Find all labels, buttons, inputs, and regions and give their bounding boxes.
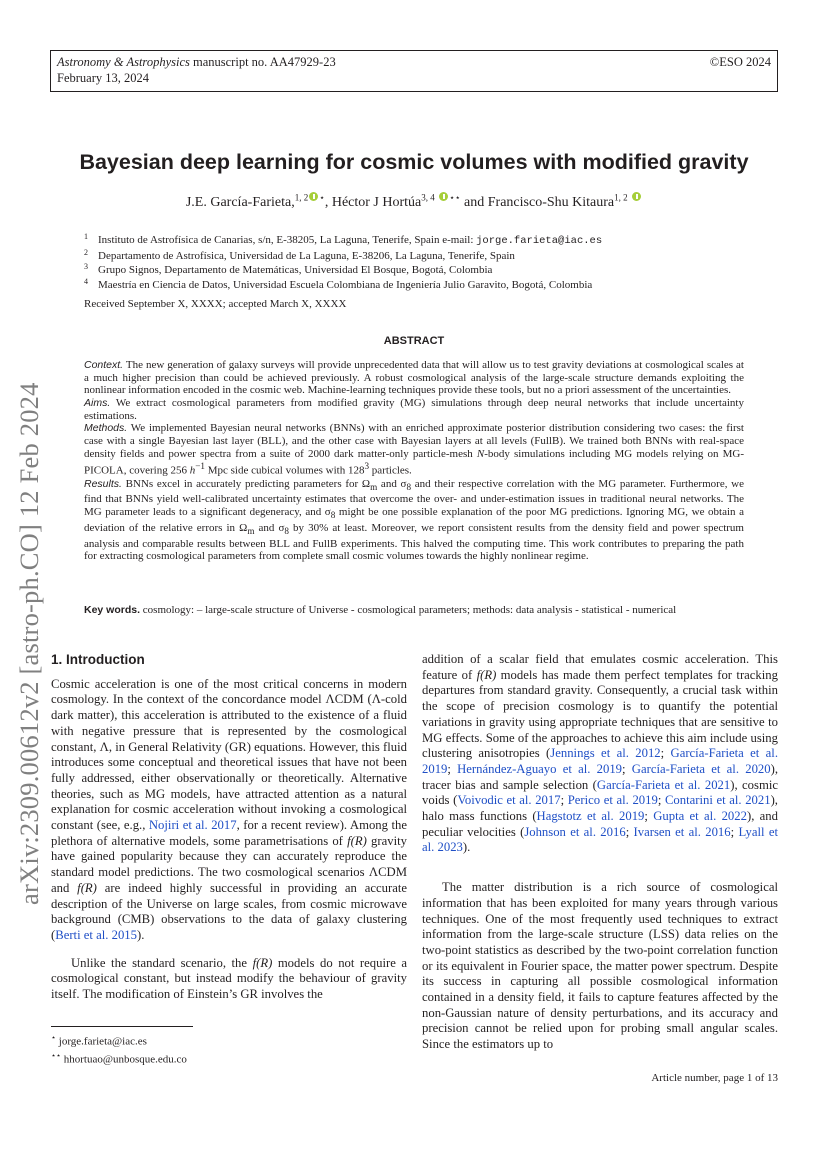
left-column <box>51 652 407 1003</box>
paragraph: addition of a scalar field that emulates cosmic acceleration. This feature of f(R) models has made them perfect templates for tracking departures from standard gravity. Consequently, a crucial task within the scope of precision cosmology is to quantify the potential variations in gravity using appropriate techniques that are sensitive to MG effects. Some of the approaches to achieve this aim include using clustering anisotropies (Jennings et al. 2012; García-Farieta et al. 2019; Hernández-Aguayo et al. 2019; García-Farieta et al. 2020), tracer bias and sample selection (García-Farieta et al. 2021), cosmic voids (Voivodic et al. 2017; Perico et al. 2019; Contarini et al. 2021), halo mass functions (Hagstotz et al. 2019; Gupta et al. 2022), and peculiar velocities (Johnson et al. 2016; Ivarsen et al. 2016; Lyall et al. 2023). <box>422 652 779 855</box>
footnote-mark: ⋆ <box>319 192 325 203</box>
affiliations <box>84 233 784 292</box>
citation-link[interactable]: Contarini et al. 2021 <box>664 793 771 808</box>
abstract-results: Results. BNNs excel in accurately predicting parameters for $\Omega_m$ and $\sigma_8$ and their respective correlation with the MG parameter. Furthermore, we find that BNNs yield well-calibrated uncertainty estimates that overcome the over- and under-estimation issues in traditional neural networks. The MG parameter leads to a significant degeneracy, and $\sigma_8$ might be one possible explanation of the poor MG predictions. Ignoring MG, we obtain a deviation of the relative errors in $\Omega_m$ and $\sigma_8$ by 30% at least. Moreover, we report consistent results from the density field and power spectrum analysis and comparable results between BLL and FullB experiments. This halved the computing time. This work contributes to preparing the path for extracting cosmological parameters from complete small cosmic volumes towards the highly nonlinear regime. <box>84 477 745 563</box>
footnote-mark: ⋆⋆ <box>449 192 461 203</box>
email-link[interactable]: jorge.farieta@iac.es <box>476 235 603 247</box>
citation-link[interactable]: Perico et al. 2019 <box>567 793 658 808</box>
footnote-item: ⋆ jorge.farieta@iac.es <box>51 1033 147 1048</box>
email-link[interactable]: hhortuao@unbosque.edu.co <box>63 1053 187 1066</box>
header-date: February 13, 2024 <box>57 71 149 85</box>
email-link[interactable]: jorge.farieta@iac.es <box>58 1035 147 1048</box>
citation-link[interactable]: Hernández-Aguayo et al. 2019 <box>457 761 623 776</box>
citation-link[interactable]: Voivodic et al. 2017 <box>457 793 561 808</box>
paragraph: Unlike the standard scenario, the f(R) models do not require a cosmological constant, but instead modify the behaviour of gravity itself. The modification of Einstein’s GR involves the <box>51 955 407 1002</box>
header-box <box>50 50 778 92</box>
orcid-icon[interactable] <box>439 192 448 201</box>
paragraph: The matter distribution is a rich source of cosmological information that has been exploited for many years through various techniques. One of the most frequently used techniques to extract information from the large-scale structure (LSS) data relies on the two-point statistics as described by the two-point correlation function or its equivalent in Fourier space, the matter power spectrum. Despite its success in capturing all possible cosmological information contained in a density field, it fails to capture features affected by the non-Gaussian nature of density perturbations, and its accuracy and precision cannot be relied upon for probing small angular scales. Since the estimators up to <box>422 880 778 1052</box>
orcid-icon[interactable] <box>632 192 641 201</box>
footnote-item: ⋆⋆ hhortuao@unbosque.edu.co <box>51 1051 187 1066</box>
footnotes <box>51 1031 187 1067</box>
affiliation-ref: 1, 2 <box>614 192 628 203</box>
paragraph: Cosmic acceleration is one of the most critical concerns in modern cosmology. In the context of the concordance model ΛCDM (Λ-cold dark matter), this acceleration is attributed to the existence of a fluid with negative pressure that is represented by the cosmological constant, Λ, in General Relativity (GR) equations. However, this fluid introduces some conceptual and theoretical issues that have not been fully addressed, either observationally or theoretically. Alternative theories, such as MG models, have attracted attention as a natural explanation for cosmic acceleration without invoking a cosmological constant (see, e.g., Nojiri et al. 2017, for a recent review). Among the plethora of alternative models, some parametrisations of f(R) gravity have gained popularity because they can accurately reproduce the standard model predictions. The two cosmological scenarios ΛCDM and f(R) are indeed highly successful in providing an accurate description of the Universe on large scales, from cosmic microwave background (CMB) observations to the data of galaxy clustering (Berti et al. 2015). <box>51 676 407 942</box>
affiliation-item: 2 Departamento de Astrofísica, Universidad de La Laguna, E-38206, La Laguna, Tenerife, Spain <box>84 247 515 262</box>
author-list <box>50 192 778 211</box>
affiliation-item: 4 Maestría en Ciencia de Datos, Universidad Escuela Colombiana de Ingeniería Julio Garavito, Bogotá, Colombia <box>84 276 593 291</box>
section-heading: 1. Introduction <box>51 652 145 667</box>
author-name: and Francisco-Shu Kitaura <box>460 195 615 210</box>
header-journal: Astronomy & Astrophysics manuscript no. AA47929-23 <box>57 55 336 69</box>
citation-link[interactable]: Berti et al. 2015 <box>55 927 137 942</box>
affiliation-item: 3 Grupo Signos, Departamento de Matemáticas, Universidad El Bosque, Bogotá, Colombia <box>84 262 493 276</box>
citation-link[interactable]: Hagstotz et al. 2019 <box>536 809 645 824</box>
right-column <box>422 652 778 1053</box>
header-copyright: ©ESO 2024 <box>709 55 771 69</box>
affiliation-ref: 3, 4 <box>421 192 435 203</box>
citation-link[interactable]: García-Farieta et al. 2021 <box>596 777 731 792</box>
citation-link[interactable]: Nojiri et al. 2017 <box>148 818 237 833</box>
affiliation-ref: 1, 2 <box>294 192 309 203</box>
citation-link[interactable]: García-Farieta et al. 2020 <box>631 761 771 776</box>
received-dates: Received September X, XXXX; accepted March X, XXXX <box>84 298 347 310</box>
abstract-body <box>84 359 744 563</box>
orcid-icon[interactable] <box>309 192 318 201</box>
footnote-divider <box>51 1026 193 1027</box>
abstract-aims: Aims. We extract cosmological parameters from modified gravity (MG) simulations through deep neural networks that include uncertainty estimations. <box>84 396 744 422</box>
affiliation-item: 1 Instituto de Astrofísica de Canarias, s/n, E-38205, La Laguna, Tenerife, Spain e-mail: jorge.farieta@iac.es <box>84 232 603 247</box>
citation-link[interactable]: Gupta et al. 2022 <box>653 809 747 824</box>
author-name: J.E. García-Farieta, <box>185 195 295 210</box>
citation-link[interactable]: Ivarsen et al. 2016 <box>633 824 731 839</box>
citation-link[interactable]: García-Farieta et al. 2019 <box>422 746 778 776</box>
author-name: , Héctor J Hortúa <box>324 195 422 210</box>
citation-link[interactable]: Lyall et al. 2023 <box>422 824 778 855</box>
citation-link[interactable]: Johnson et al. 2016 <box>524 824 626 839</box>
citation-link[interactable]: Jennings et al. 2012 <box>550 746 661 761</box>
abstract-heading: ABSTRACT <box>383 335 445 347</box>
page-number: Article number, page 1 of 13 <box>651 1072 778 1084</box>
keywords: Key words. cosmology: – large-scale structure of Universe - cosmological parameters; methods: data analysis - statistical - numerical <box>84 604 677 616</box>
abstract-methods: Methods. We implemented Bayesian neural networks (BNNs) with an enriched approximate posterior distribution considering two cases: the first case with a single Bayesian last layer (BLL), and the other case with Bayesian layers at all levels (FullB). We trained both BNNs with real-space density fields and power spectra from a suite of 2000 dark matter-only particle-mesh N-body simulations including MG models relying on MG-PICOLA, covering 256 $h^{-1}$ Mpc side cubical volumes with $128^3$ particles. <box>84 422 745 477</box>
abstract-context: Context. The new generation of galaxy surveys will provide unprecedented data that will allow us to test gravity deviations at cosmological scales at a much higher precision than could be achieved previously. A robust cosmological analysis of the large-scale structure demands exploiting the nonlinear information encoded in the cosmic web. Machine-learning techniques provide these tools, but no a priori assessment of the uncertainties. <box>84 359 744 397</box>
paper-title: Bayesian deep learning for cosmic volumes with modified gravity <box>79 150 749 174</box>
arxiv-identifier: arXiv:2309.00612v2 [astro-ph.CO] 12 Feb 2024 <box>14 382 44 905</box>
